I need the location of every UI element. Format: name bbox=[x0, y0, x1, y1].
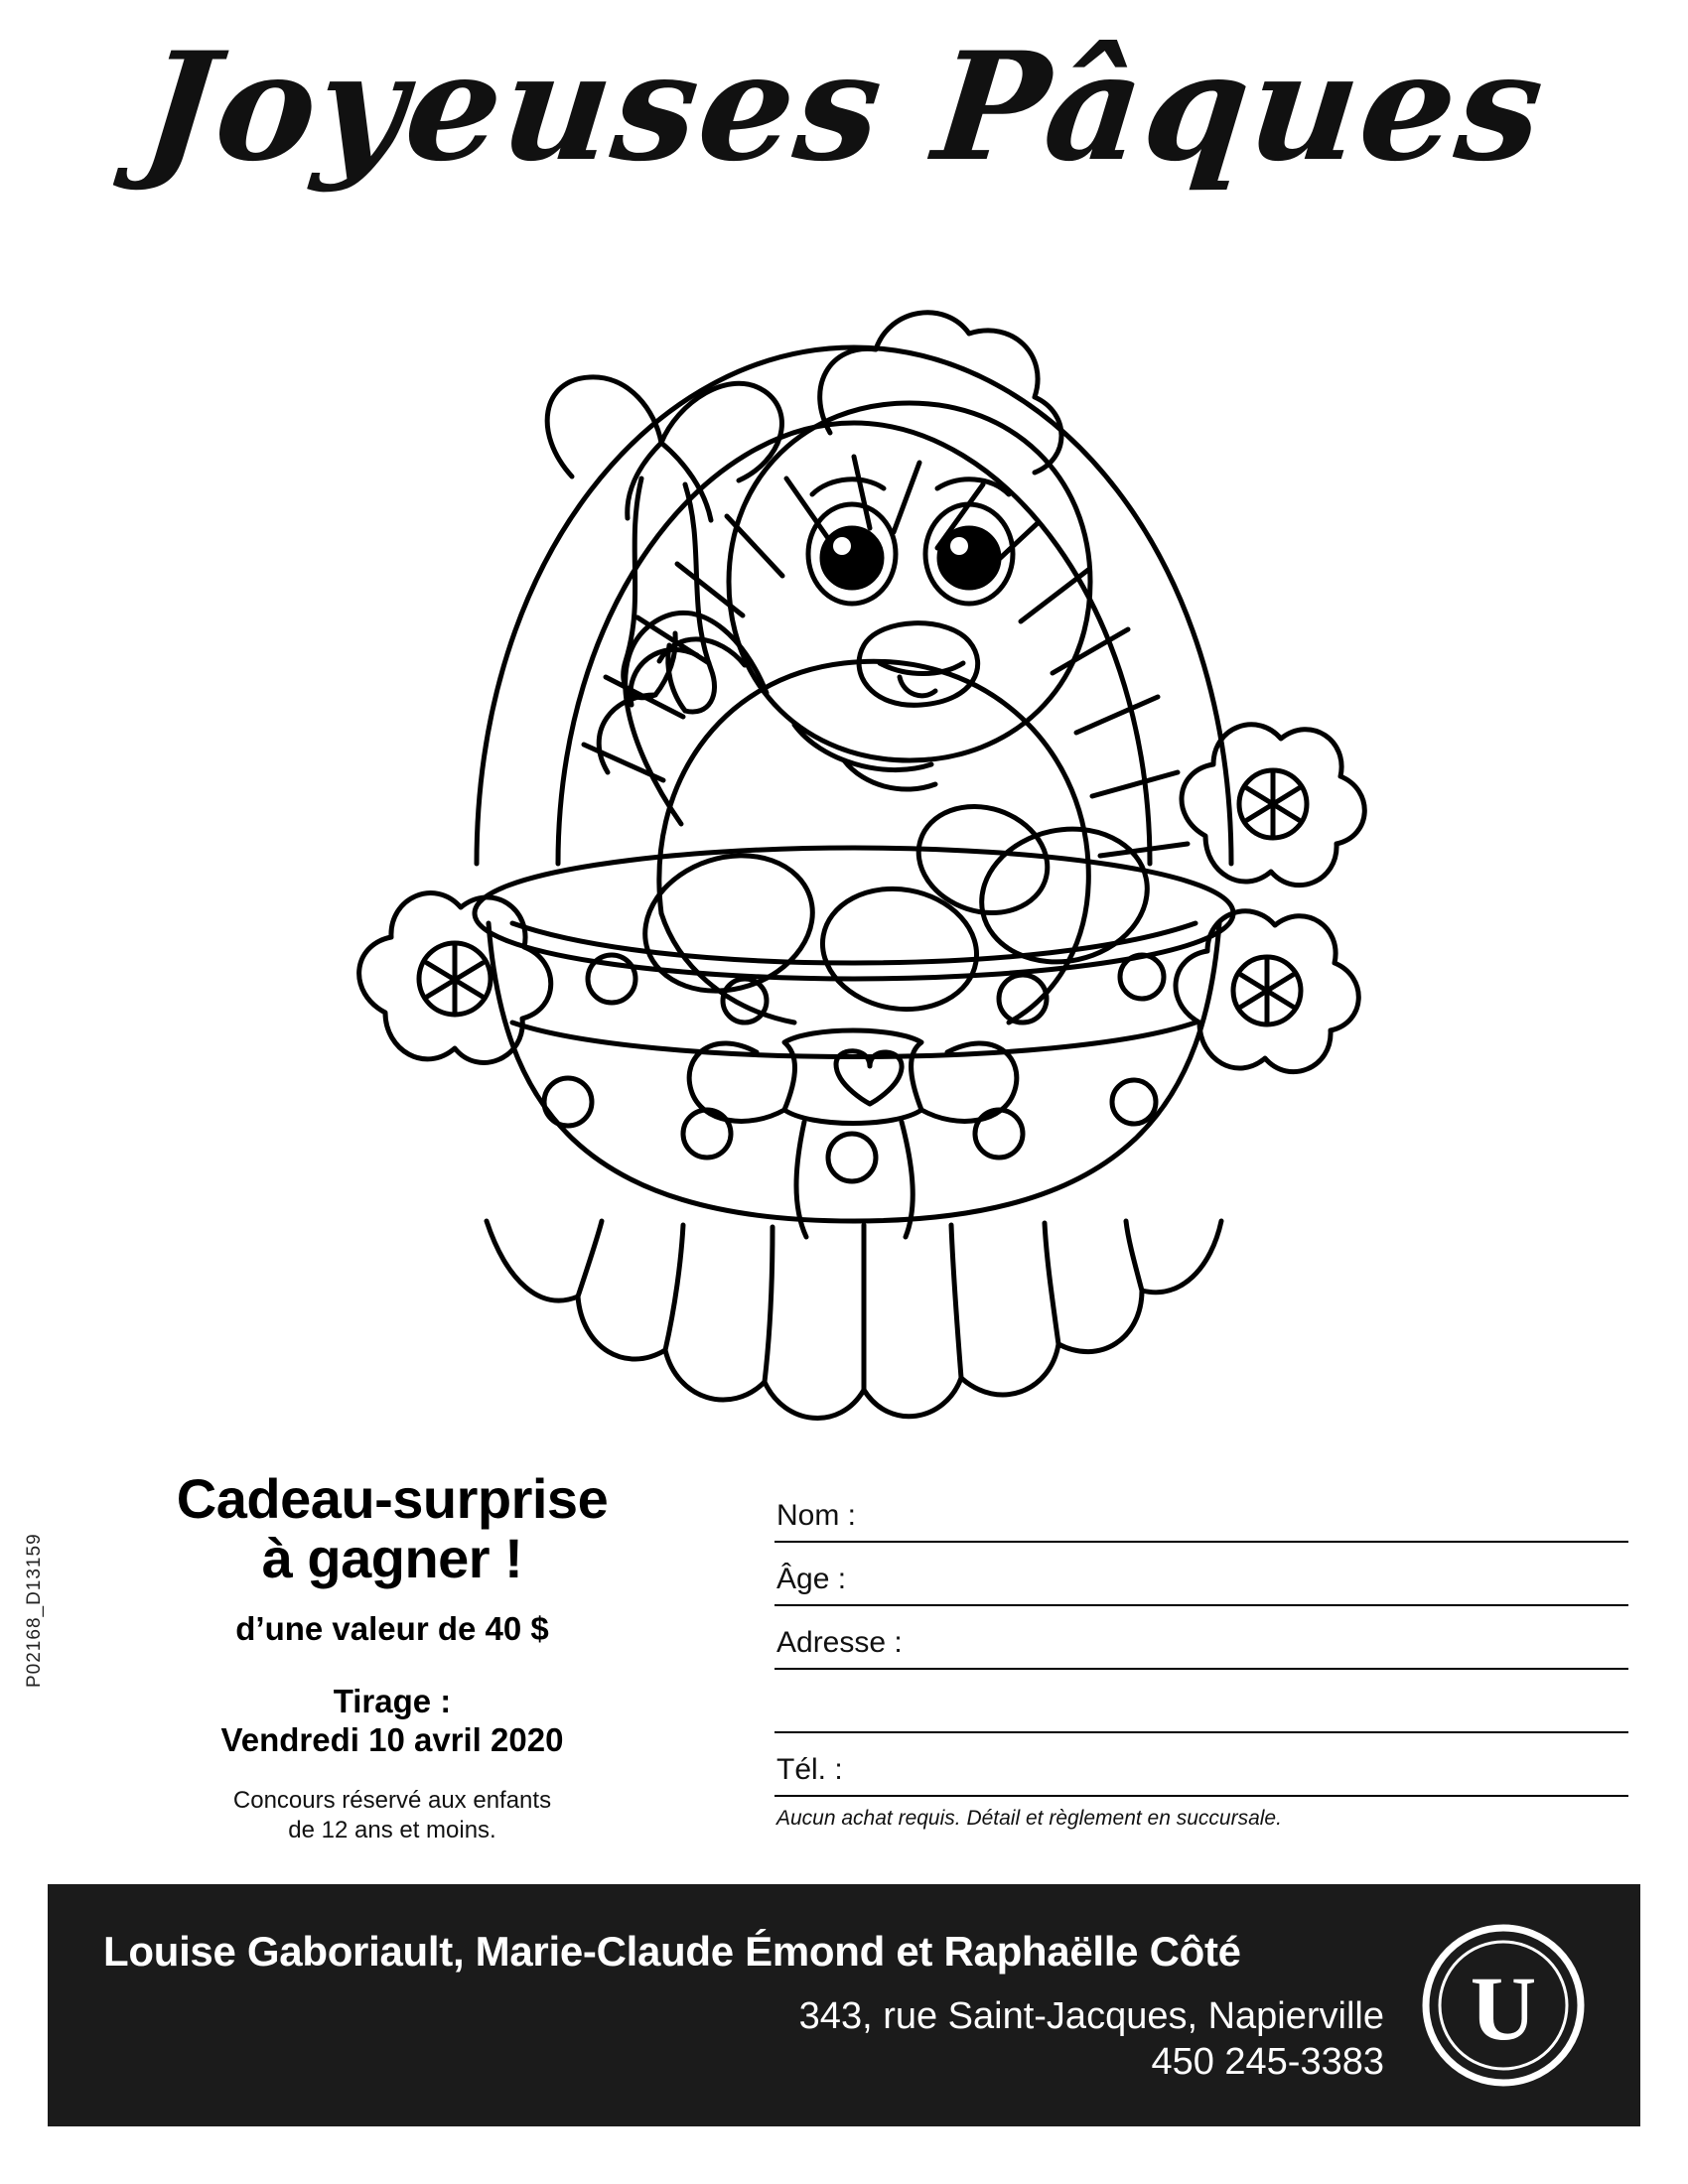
promo-draw-label: Tirage : bbox=[333, 1682, 452, 1719]
nom-input[interactable] bbox=[774, 1479, 1628, 1541]
adresse-input[interactable] bbox=[774, 1606, 1628, 1668]
form-label-adresse: Adresse : bbox=[776, 1626, 903, 1659]
promo-block bbox=[109, 1469, 675, 1845]
promo-fine-print-line1: Concours réservé aux enfants bbox=[232, 1787, 552, 1814]
adresse-line2-input[interactable] bbox=[774, 1670, 1628, 1731]
form-label-nom: Nom : bbox=[776, 1499, 857, 1532]
promo-value: d’une valeur de 40 $ bbox=[235, 1609, 549, 1647]
form-label-age: Âge : bbox=[776, 1563, 847, 1595]
promo-draw-date: Vendredi 10 avril 2020 bbox=[220, 1721, 564, 1759]
promo-headline-line1: Cadeau-surprise bbox=[176, 1467, 609, 1530]
print-code: P02168_D13159 bbox=[24, 1533, 45, 1688]
page-title: Joyeuses Pâques bbox=[135, 20, 1553, 195]
form-field-adresse-line2[interactable] bbox=[774, 1670, 1628, 1733]
contest-entry-form bbox=[774, 1479, 1628, 1831]
form-field-nom[interactable] bbox=[774, 1479, 1628, 1543]
form-field-tel[interactable] bbox=[774, 1733, 1628, 1797]
store-address: 343, rue Saint-Jacques, Napierville bbox=[798, 1995, 1384, 2037]
pharmacist-names: Louise Gaboriault, Marie-Claude Émond et Raphaëlle Côté bbox=[103, 1928, 1241, 1975]
age-input[interactable] bbox=[774, 1543, 1628, 1604]
easter-chick-in-basket-illustration bbox=[328, 228, 1380, 1449]
uniprix-logo-letter: U bbox=[1470, 1958, 1537, 2059]
store-phone: 450 245-3383 bbox=[1151, 2041, 1384, 2083]
promo-draw bbox=[109, 1682, 675, 1760]
promo-headline bbox=[109, 1469, 675, 1588]
store-footer-bar bbox=[48, 1884, 1640, 2126]
uniprix-u-logo-icon bbox=[1422, 1924, 1585, 2087]
form-disclaimer: Aucun achat requis. Détail et règlement en succursale. bbox=[776, 1807, 1282, 1830]
form-field-age[interactable] bbox=[774, 1543, 1628, 1606]
promo-fine-print bbox=[109, 1786, 675, 1845]
tel-input[interactable] bbox=[774, 1733, 1628, 1795]
promo-headline-line2: à gagner ! bbox=[261, 1526, 523, 1589]
form-label-tel: Tél. : bbox=[776, 1753, 843, 1786]
form-field-adresse[interactable] bbox=[774, 1606, 1628, 1670]
promo-fine-print-line2: de 12 ans et moins. bbox=[288, 1817, 496, 1843]
